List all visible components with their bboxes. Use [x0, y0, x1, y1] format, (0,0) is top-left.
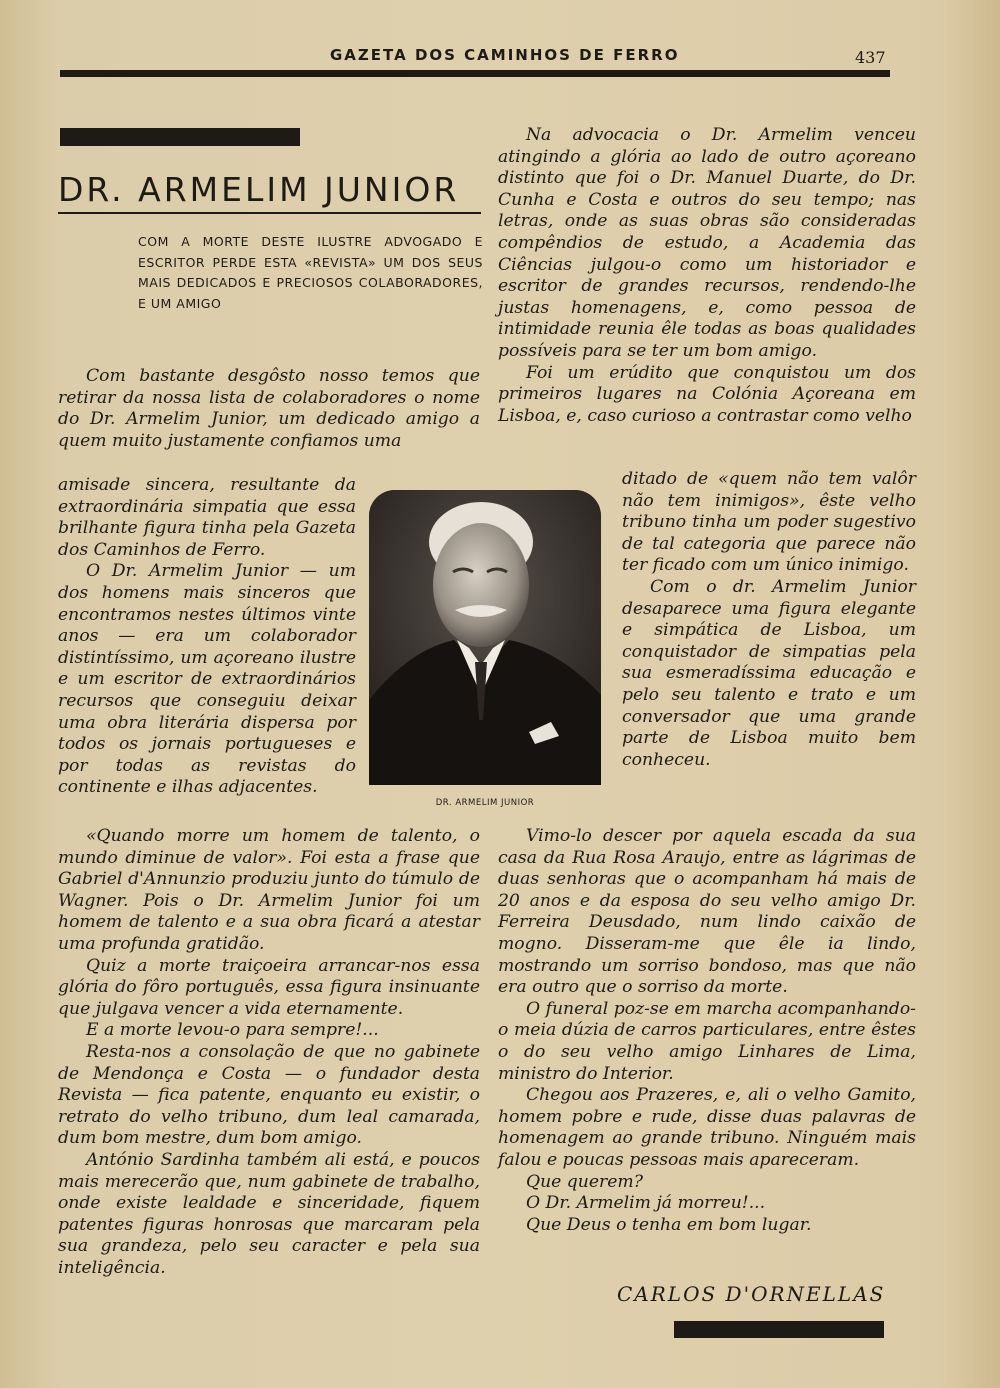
paragraph: «Quando morre um homem de talento, o mundo diminue de valor». Foi esta a frase que Gabriel d'Annunzio produziu junto do túmulo de Wagner. Pois o Dr. Armelim Junior foi um homem de talento e a sua obra ficará a atestar uma profunda gratidão.	[58, 826, 480, 954]
page-number: 437	[855, 48, 886, 67]
paragraph: O funeral poz-se em marcha acompanhando-o meia dúzia de carros particulares, entre êstes o do seu velho amigo Linhares de Lima, ministro do Interior.	[498, 998, 916, 1084]
paragraph: Quiz a morte traiçoeira arrancar-nos essa glória do fôro português, essa figura insinuante que julgava vencer a vida eternamente.	[58, 955, 480, 1019]
running-head: GAZETA DOS CAMINHOS DE FERRO	[330, 46, 680, 64]
portrait-image	[369, 490, 601, 785]
ornamental-bar-top	[60, 128, 300, 146]
right-column-wrap	[622, 469, 916, 771]
left-column-bottom	[58, 826, 480, 1279]
paragraph: O Dr. Armelim já morreu!...	[526, 1193, 766, 1214]
right-column-top	[498, 125, 916, 427]
paragraph: amisade sincera, resultante da extraordinária simpatia que essa brilhante figura tinha pela Gazeta dos Caminhos de Ferro.	[58, 475, 356, 560]
left-column-top	[58, 366, 480, 452]
right-column-bottom	[498, 826, 916, 1236]
paragraph: O Dr. Armelim Junior — um dos homens mais sinceros que encontramos nestes últimos vinte anos — era um colaborador distintíssimo, um açoreano ilustre e um escritor de extraordinários recursos que conseguiu deixar uma obra literária dispersa por todos os jornais portugueses e por todas as revistas do continente e ilhas adjacentes.	[58, 561, 356, 798]
portrait-photo	[369, 490, 601, 785]
paragraph: Com o dr. Armelim Junior desaparece uma figura elegante e simpática de Lisboa, um conquistador de simpatias pela sua esmeradíssima educação e pelo seu talento e trato e um conversador que uma grande parte de Lisboa muito bem conheceu.	[622, 576, 916, 770]
paragraph: Vimo-lo descer por aquela escada da sua casa da Rua Rosa Araujo, entre as lágrimas de duas senhoras que o acompanham há mais de 20 anos e da esposa do seu velho amigo Dr. Ferreira Deusdado, num lindo caixão de mogno. Disseram-me que êle ia lindo, mostrando um sorriso bondoso, mas que não era outro que o sorriso da morte.	[498, 826, 916, 998]
paragraph: Que querem?	[526, 1171, 643, 1192]
paragraph: Que Deus o tenha em bom lugar.	[526, 1214, 812, 1235]
article-deck: COM A MORTE DESTE ILUSTRE ADVOGADO E ESCRITOR PERDE ESTA «REVISTA» UM DOS SEUS MAIS DEDICADOS E PRECIOSOS COLABORADORES, E UM AMIGO	[138, 234, 483, 311]
paragraph: Com bastante desgôsto nosso temos que retirar da nossa lista de colaboradores o nome do Dr. Armelim Junior, um dedicado amigo a quem muito justamente confiamos uma	[58, 366, 480, 451]
paragraph: António Sardinha também ali está, e poucos mais merecerão que, num gabinete de trabalho, onde existe lealdade e sinceridade, fiquem patentes figuras honrosas que marcaram pela sua grandeza, pelo seu caracter e pela sua inteligência.	[58, 1149, 480, 1278]
headline-rule	[58, 212, 481, 214]
ornamental-bar-bottom	[674, 1321, 884, 1338]
paragraph: Resta-nos a consolação de que no gabinete de Mendonça e Costa — o fundador desta Revista — fica patente, enquanto eu existir, o retrato do velho tribuno, dum leal camarada, dum bom mestre, dum bom amigo.	[58, 1041, 480, 1149]
article-headline: DR. ARMELIM JUNIOR	[58, 170, 460, 209]
photo-caption: DR. ARMELIM JUNIOR	[435, 798, 535, 808]
left-column-wrap	[58, 475, 356, 799]
paragraph: Na advocacia o Dr. Armelim venceu atingindo a glória ao lado de outro açoreano distinto que foi o Dr. Manuel Duarte, do Dr. Cunha e Costa e outros do seu tempo; nas letras, onde as suas obras são consideradas compêndios de estudo, a Academia das Ciências julgou-o como um historiador e escritor de grandes recursos, rendendo-lhe justas homenagens, e, como pessoa de intimidade reunia êle todas as boas qualidades possíveis para se ter um bom amigo.	[498, 125, 916, 361]
header-rule	[60, 70, 890, 77]
paragraph: E a morte levou-o para sempre!...	[86, 1020, 379, 1041]
author-signature: CARLOS D'ORNELLAS	[617, 1282, 886, 1306]
paragraph: Chegou aos Prazeres, e, ali o velho Gamito, homem pobre e rude, disse duas palavras de homenagem ao grande tribuno. Ninguém mais falou e poucas pessoas mais apareceram.	[498, 1085, 916, 1170]
paragraph: Foi um erúdito que conquistou um dos primeiros lugares na Colónia Açoreana em Lisboa, e, caso curioso a contrastar como velho	[498, 362, 916, 426]
paragraph: ditado de «quem não tem valôr não tem inimigos», êste velho tribuno tinha um poder sugestivo de tal categoria que parece não ter ficado com um único inimigo.	[622, 469, 916, 576]
